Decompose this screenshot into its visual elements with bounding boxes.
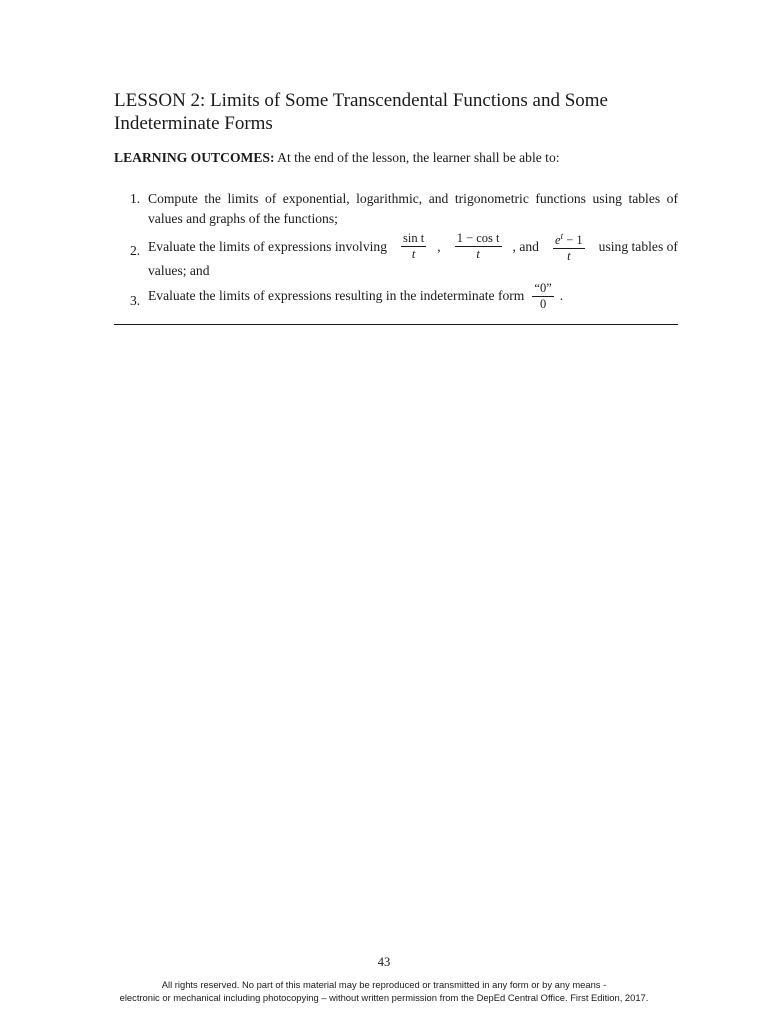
fraction-numerator: sin t	[403, 231, 425, 246]
copyright-line-1: All rights reserved. No part of this material may be reproduced or transmitted in any form or by any means -	[161, 979, 607, 990]
fraction-e-t-minus-one-over-t	[553, 229, 585, 264]
fraction-zero-over-zero	[532, 281, 553, 312]
copyright-footer	[0, 978, 768, 1004]
outcome-3-tail: .	[559, 288, 564, 304]
learning-outcomes-text: At the end of the lesson, the learner shall be able to:	[277, 150, 560, 165]
outcome-number-1: 1.	[130, 191, 141, 206]
section-divider	[114, 324, 678, 325]
outcome-2-first-line	[148, 229, 678, 264]
fraction-one-minus-cos-t-over-t	[455, 231, 502, 262]
outcome-item-2	[130, 229, 678, 281]
fraction-denominator: t	[476, 247, 480, 262]
outcome-item-3	[130, 281, 678, 312]
exp-power: t	[560, 231, 564, 241]
outcome-2-tail: using tables of	[598, 238, 678, 254]
outcome-item-1	[130, 189, 678, 228]
outcome-text-1: Compute the limits of exponential, logarithmic, and trigonometric functions using tables of values and graphs of the functions;	[148, 191, 678, 226]
fraction-denominator: t	[411, 247, 416, 262]
exp-base: e	[555, 233, 561, 248]
outcome-3-lead: Evaluate the limits of expressions resulting in the indeterminate form	[148, 288, 525, 304]
fraction-numerator: 1 − cos t	[456, 231, 500, 246]
outcomes-list	[130, 189, 678, 312]
learning-outcomes-intro	[114, 148, 678, 167]
exp-rest: − 1	[563, 233, 583, 248]
learning-outcomes-label: LEARNING OUTCOMES:	[114, 150, 275, 165]
page-number: 43	[377, 955, 391, 969]
outcome-2-continuation: values; and	[148, 263, 210, 279]
fraction-numerator: “0”	[534, 280, 552, 295]
fraction-denominator: 0	[539, 296, 547, 311]
separator-and: , and	[512, 238, 539, 254]
fraction-numerator	[553, 229, 585, 249]
copyright-line-2: electronic or mechanical including photocopying – without written permission from the DepEd Central Office. First Edition, 2017.	[119, 992, 649, 1003]
outcome-number-2: 2.	[130, 243, 141, 258]
separator-comma: ,	[437, 238, 441, 254]
fraction-denominator: t	[567, 249, 571, 264]
outcome-number-3: 3.	[130, 292, 141, 308]
outcome-2-lead: Evaluate the limits of expressions involving	[148, 238, 387, 254]
lesson-title: LESSON 2: Limits of Some Transcendental Functions and Some Indeterminate Forms	[114, 90, 608, 134]
fraction-sin-t-over-t	[401, 231, 426, 262]
